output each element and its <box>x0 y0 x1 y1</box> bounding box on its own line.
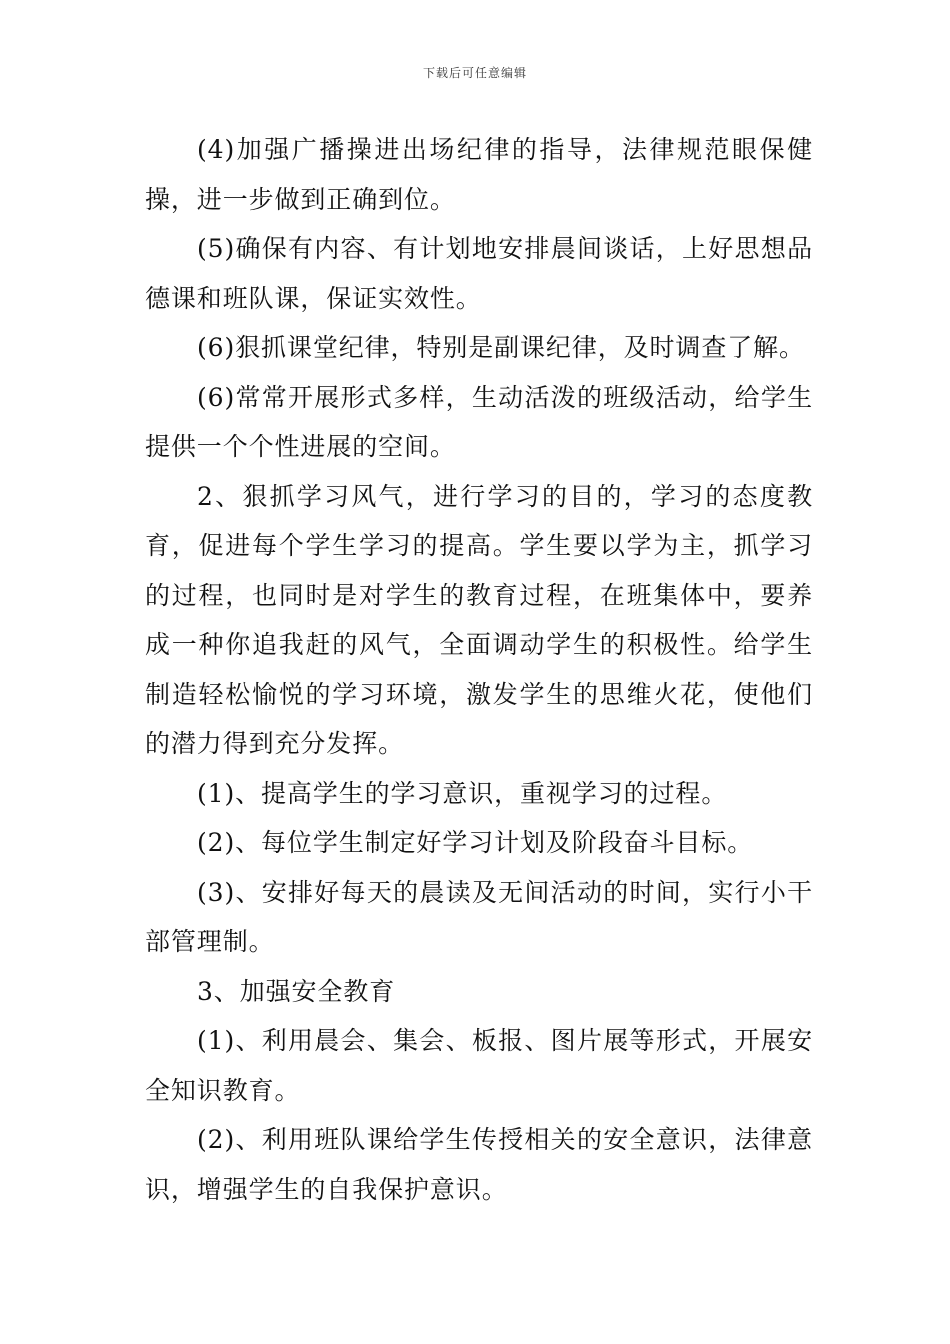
page-header-note: 下载后可任意编辑 <box>422 66 527 80</box>
paragraph-item-2-safety-awareness: (2)、利用班队课给学生传授相关的安全意识，法律意识，增强学生的自我保护意识。 <box>145 1125 813 1204</box>
section-heading-3-safety-education: 3、加强安全教育 <box>197 976 396 1006</box>
paragraph-item-1-safety-knowledge: (1)、利用晨会、集会、板报、图片展等形式，开展安全知识教育。 <box>145 1026 813 1105</box>
paragraph-item-2-study-plan: (2)、每位学生制定好学习计划及阶段奋斗目标。 <box>197 828 754 857</box>
paragraph-item-3-morning-reading: (3)、安排好每天的晨读及无间活动的时间，实行小干部管理制。 <box>145 877 813 956</box>
document-body <box>145 125 813 1214</box>
paragraph-item-6-classroom-discipline: (6)狠抓课堂纪律，特别是副课纪律，及时调查了解。 <box>197 333 805 362</box>
paragraph-section-2-study-atmosphere: 2、狠抓学习风气，进行学习的目的，学习的态度教育，促进每个学生学习的提高。学生要以学为主，抓学习的过程，也同时是对学生的教育过程，在班集体中，要养成一种你追我赶的风气，全面调动学生的积极性。给学生制造轻松愉悦的学习环境，激发学生的思维火花，使他们的潜力得到充分发挥。 <box>145 481 813 758</box>
paragraph-item-4-broadcast-exercise: (4)加强广播操进出场纪律的指导，法律规范眼保健操，进一步做到正确到位。 <box>145 135 813 214</box>
paragraph-item-5-morning-talk: (5)确保有内容、有计划地安排晨间谈话，上好思想品德课和班队课，保证实效性。 <box>145 234 813 313</box>
paragraph-item-6-class-activities: (6)常常开展形式多样，生动活泼的班级活动，给学生提供一个个性进展的空间。 <box>145 382 813 461</box>
paragraph-item-1-study-awareness: (1)、提高学生的学习意识，重视学习的过程。 <box>197 778 728 808</box>
